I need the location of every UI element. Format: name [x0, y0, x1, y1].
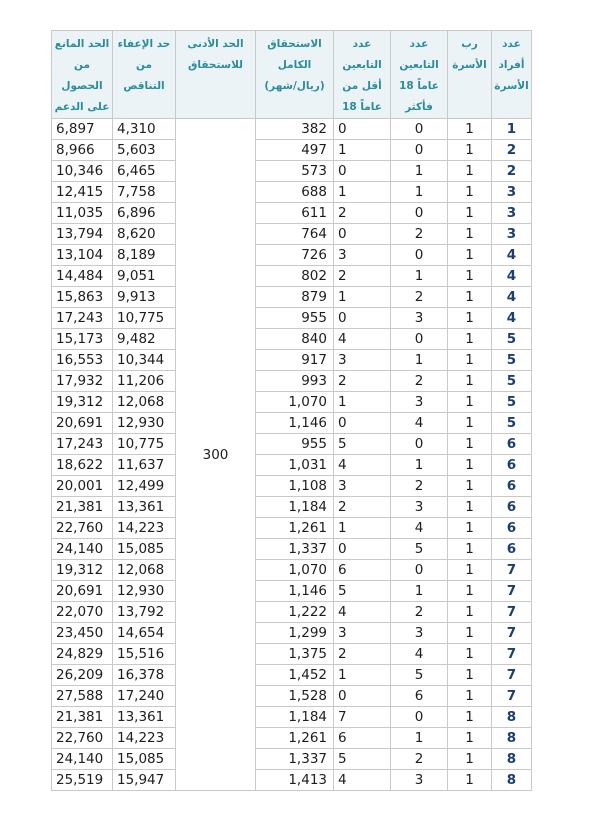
- cell-dependents-18-plus: 2: [391, 749, 448, 770]
- cell-family-members: 5: [492, 371, 532, 392]
- cell-household-head: 1: [448, 581, 492, 602]
- cell-dependents-under-18: 0: [334, 539, 391, 560]
- cell-household-head: 1: [448, 539, 492, 560]
- cell-dependents-18-plus: 0: [391, 329, 448, 350]
- cell-dependents-18-plus: 4: [391, 413, 448, 434]
- table-row: [52, 665, 532, 686]
- table-row: [52, 266, 532, 287]
- cell-exemption-limit: 10,775: [113, 434, 176, 455]
- cell-household-head: 1: [448, 413, 492, 434]
- cell-family-members: 7: [492, 560, 532, 581]
- cell-family-members: 8: [492, 749, 532, 770]
- cell-full-entitlement: 1,108: [256, 476, 334, 497]
- cell-household-head: 1: [448, 161, 492, 182]
- cell-family-members: 6: [492, 518, 532, 539]
- cell-family-members: 3: [492, 224, 532, 245]
- cell-exemption-limit: 10,775: [113, 308, 176, 329]
- cell-dependents-under-18: 4: [334, 329, 391, 350]
- table-row: [52, 119, 532, 140]
- cell-family-members: 4: [492, 287, 532, 308]
- cell-household-head: 1: [448, 182, 492, 203]
- cell-max-limit: 27,588: [52, 686, 113, 707]
- cell-household-head: 1: [448, 392, 492, 413]
- cell-dependents-under-18: 3: [334, 623, 391, 644]
- table-row: [52, 350, 532, 371]
- cell-max-limit: 21,381: [52, 497, 113, 518]
- cell-max-limit: 13,104: [52, 245, 113, 266]
- cell-max-limit: 14,484: [52, 266, 113, 287]
- table-row: [52, 203, 532, 224]
- cell-family-members: 7: [492, 686, 532, 707]
- cell-dependents-under-18: 2: [334, 203, 391, 224]
- cell-max-limit: 20,691: [52, 581, 113, 602]
- cell-dependents-under-18: 2: [334, 644, 391, 665]
- cell-exemption-limit: 16,378: [113, 665, 176, 686]
- cell-min-entitlement: 300: [176, 119, 256, 791]
- cell-exemption-limit: 9,051: [113, 266, 176, 287]
- cell-family-members: 1: [492, 119, 532, 140]
- cell-dependents-18-plus: 4: [391, 644, 448, 665]
- table-row: [52, 644, 532, 665]
- cell-max-limit: 17,243: [52, 434, 113, 455]
- cell-family-members: 7: [492, 665, 532, 686]
- cell-full-entitlement: 382: [256, 119, 334, 140]
- header-exemption-limit: حد الإعفاء من التناقص: [113, 31, 176, 119]
- cell-max-limit: 8,966: [52, 140, 113, 161]
- cell-household-head: 1: [448, 329, 492, 350]
- cell-max-limit: 13,794: [52, 224, 113, 245]
- table-body: [52, 119, 532, 791]
- cell-full-entitlement: 726: [256, 245, 334, 266]
- cell-dependents-18-plus: 1: [391, 728, 448, 749]
- cell-full-entitlement: 688: [256, 182, 334, 203]
- cell-full-entitlement: 1,299: [256, 623, 334, 644]
- cell-full-entitlement: 1,146: [256, 413, 334, 434]
- cell-dependents-under-18: 0: [334, 308, 391, 329]
- cell-exemption-limit: 8,189: [113, 245, 176, 266]
- cell-dependents-18-plus: 1: [391, 161, 448, 182]
- cell-dependents-18-plus: 3: [391, 497, 448, 518]
- cell-exemption-limit: 14,223: [113, 728, 176, 749]
- cell-dependents-18-plus: 6: [391, 686, 448, 707]
- table-row: [52, 518, 532, 539]
- cell-dependents-18-plus: 1: [391, 182, 448, 203]
- cell-household-head: 1: [448, 707, 492, 728]
- cell-family-members: 2: [492, 161, 532, 182]
- cell-exemption-limit: 12,499: [113, 476, 176, 497]
- cell-exemption-limit: 13,792: [113, 602, 176, 623]
- table-row: [52, 392, 532, 413]
- cell-dependents-under-18: 1: [334, 392, 391, 413]
- table-row: [52, 686, 532, 707]
- cell-household-head: 1: [448, 371, 492, 392]
- cell-max-limit: 12,415: [52, 182, 113, 203]
- cell-dependents-18-plus: 2: [391, 371, 448, 392]
- cell-household-head: 1: [448, 308, 492, 329]
- cell-full-entitlement: 1,375: [256, 644, 334, 665]
- support-table: [51, 30, 532, 791]
- cell-max-limit: 15,173: [52, 329, 113, 350]
- cell-full-entitlement: 1,337: [256, 539, 334, 560]
- cell-max-limit: 24,829: [52, 644, 113, 665]
- cell-exemption-limit: 15,085: [113, 539, 176, 560]
- table-row: [52, 455, 532, 476]
- cell-family-members: 8: [492, 770, 532, 791]
- cell-max-limit: 18,622: [52, 455, 113, 476]
- cell-full-entitlement: 1,337: [256, 749, 334, 770]
- support-table-container: [51, 30, 531, 791]
- cell-max-limit: 15,863: [52, 287, 113, 308]
- table-row: [52, 287, 532, 308]
- table-row: [52, 770, 532, 791]
- cell-max-limit: 26,209: [52, 665, 113, 686]
- cell-exemption-limit: 5,603: [113, 140, 176, 161]
- cell-family-members: 5: [492, 350, 532, 371]
- cell-family-members: 4: [492, 266, 532, 287]
- cell-full-entitlement: 879: [256, 287, 334, 308]
- cell-max-limit: 20,691: [52, 413, 113, 434]
- cell-full-entitlement: 802: [256, 266, 334, 287]
- cell-full-entitlement: 1,222: [256, 602, 334, 623]
- cell-max-limit: 22,760: [52, 728, 113, 749]
- table-row: [52, 434, 532, 455]
- cell-dependents-under-18: 1: [334, 665, 391, 686]
- cell-dependents-under-18: 0: [334, 224, 391, 245]
- cell-exemption-limit: 11,637: [113, 455, 176, 476]
- table-row: [52, 623, 532, 644]
- cell-dependents-18-plus: 2: [391, 602, 448, 623]
- cell-household-head: 1: [448, 602, 492, 623]
- cell-full-entitlement: 1,184: [256, 707, 334, 728]
- cell-household-head: 1: [448, 224, 492, 245]
- table-row: [52, 308, 532, 329]
- table-row: [52, 497, 532, 518]
- cell-household-head: 1: [448, 350, 492, 371]
- cell-dependents-18-plus: 1: [391, 455, 448, 476]
- table-row: [52, 329, 532, 350]
- header-full-entitlement: الاستحقاق الكامل (ريال/شهر): [256, 31, 334, 119]
- cell-max-limit: 24,140: [52, 749, 113, 770]
- cell-dependents-18-plus: 5: [391, 539, 448, 560]
- cell-household-head: 1: [448, 287, 492, 308]
- cell-household-head: 1: [448, 455, 492, 476]
- cell-dependents-18-plus: 0: [391, 203, 448, 224]
- cell-family-members: 6: [492, 539, 532, 560]
- cell-exemption-limit: 11,206: [113, 371, 176, 392]
- cell-dependents-18-plus: 0: [391, 119, 448, 140]
- cell-dependents-18-plus: 3: [391, 392, 448, 413]
- cell-full-entitlement: 1,261: [256, 518, 334, 539]
- cell-dependents-18-plus: 2: [391, 287, 448, 308]
- cell-exemption-limit: 12,930: [113, 581, 176, 602]
- header-dependents-18-plus: عدد التابعين 18 عاماً فأكثر: [391, 31, 448, 119]
- table-row: [52, 560, 532, 581]
- cell-household-head: 1: [448, 623, 492, 644]
- cell-household-head: 1: [448, 749, 492, 770]
- cell-max-limit: 19,312: [52, 560, 113, 581]
- cell-dependents-18-plus: 1: [391, 350, 448, 371]
- cell-dependents-under-18: 2: [334, 497, 391, 518]
- cell-max-limit: 19,312: [52, 392, 113, 413]
- cell-dependents-18-plus: 4: [391, 518, 448, 539]
- cell-household-head: 1: [448, 476, 492, 497]
- cell-dependents-18-plus: 0: [391, 560, 448, 581]
- cell-exemption-limit: 12,068: [113, 560, 176, 581]
- cell-household-head: 1: [448, 686, 492, 707]
- cell-exemption-limit: 7,758: [113, 182, 176, 203]
- cell-family-members: 6: [492, 497, 532, 518]
- cell-family-members: 2: [492, 140, 532, 161]
- cell-exemption-limit: 10,344: [113, 350, 176, 371]
- cell-exemption-limit: 4,310: [113, 119, 176, 140]
- cell-full-entitlement: 993: [256, 371, 334, 392]
- table-row: [52, 161, 532, 182]
- cell-dependents-18-plus: 0: [391, 245, 448, 266]
- cell-dependents-under-18: 2: [334, 266, 391, 287]
- cell-full-entitlement: 1,528: [256, 686, 334, 707]
- cell-full-entitlement: 1,413: [256, 770, 334, 791]
- cell-dependents-18-plus: 2: [391, 476, 448, 497]
- cell-family-members: 8: [492, 707, 532, 728]
- table-row: [52, 224, 532, 245]
- cell-dependents-under-18: 0: [334, 413, 391, 434]
- cell-max-limit: 6,897: [52, 119, 113, 140]
- cell-max-limit: 20,001: [52, 476, 113, 497]
- cell-household-head: 1: [448, 140, 492, 161]
- header-dependents-under-18: عدد التابعين أقل من 18 عاماً: [334, 31, 391, 119]
- cell-max-limit: 25,519: [52, 770, 113, 791]
- cell-full-entitlement: 917: [256, 350, 334, 371]
- cell-dependents-under-18: 5: [334, 749, 391, 770]
- cell-household-head: 1: [448, 203, 492, 224]
- cell-family-members: 6: [492, 476, 532, 497]
- cell-full-entitlement: 764: [256, 224, 334, 245]
- cell-full-entitlement: 955: [256, 434, 334, 455]
- cell-family-members: 4: [492, 308, 532, 329]
- cell-exemption-limit: 6,896: [113, 203, 176, 224]
- cell-family-members: 4: [492, 245, 532, 266]
- cell-household-head: 1: [448, 119, 492, 140]
- table-row: [52, 182, 532, 203]
- cell-family-members: 7: [492, 581, 532, 602]
- cell-exemption-limit: 14,654: [113, 623, 176, 644]
- cell-full-entitlement: 1,146: [256, 581, 334, 602]
- cell-full-entitlement: 955: [256, 308, 334, 329]
- cell-full-entitlement: 1,261: [256, 728, 334, 749]
- cell-dependents-18-plus: 3: [391, 770, 448, 791]
- cell-family-members: 7: [492, 602, 532, 623]
- cell-max-limit: 17,243: [52, 308, 113, 329]
- cell-household-head: 1: [448, 770, 492, 791]
- cell-family-members: 5: [492, 392, 532, 413]
- cell-dependents-under-18: 1: [334, 140, 391, 161]
- cell-dependents-18-plus: 0: [391, 140, 448, 161]
- cell-dependents-under-18: 1: [334, 287, 391, 308]
- cell-family-members: 5: [492, 329, 532, 350]
- table-row: [52, 749, 532, 770]
- cell-exemption-limit: 15,516: [113, 644, 176, 665]
- cell-family-members: 7: [492, 644, 532, 665]
- cell-dependents-under-18: 6: [334, 728, 391, 749]
- cell-household-head: 1: [448, 728, 492, 749]
- table-row: [52, 140, 532, 161]
- cell-family-members: 5: [492, 413, 532, 434]
- cell-full-entitlement: 573: [256, 161, 334, 182]
- cell-max-limit: 17,932: [52, 371, 113, 392]
- cell-exemption-limit: 6,465: [113, 161, 176, 182]
- cell-family-members: 6: [492, 455, 532, 476]
- cell-household-head: 1: [448, 560, 492, 581]
- cell-dependents-18-plus: 1: [391, 581, 448, 602]
- table-row: [52, 413, 532, 434]
- cell-max-limit: 10,346: [52, 161, 113, 182]
- cell-dependents-under-18: 3: [334, 476, 391, 497]
- cell-family-members: 3: [492, 203, 532, 224]
- cell-dependents-18-plus: 1: [391, 266, 448, 287]
- cell-family-members: 6: [492, 434, 532, 455]
- cell-dependents-18-plus: 3: [391, 623, 448, 644]
- cell-max-limit: 22,760: [52, 518, 113, 539]
- cell-household-head: 1: [448, 266, 492, 287]
- cell-full-entitlement: 1,070: [256, 560, 334, 581]
- cell-full-entitlement: 611: [256, 203, 334, 224]
- cell-exemption-limit: 8,620: [113, 224, 176, 245]
- cell-dependents-under-18: 0: [334, 161, 391, 182]
- cell-dependents-under-18: 0: [334, 119, 391, 140]
- cell-exemption-limit: 9,482: [113, 329, 176, 350]
- table-row: [52, 539, 532, 560]
- cell-full-entitlement: 1,452: [256, 665, 334, 686]
- cell-max-limit: 11,035: [52, 203, 113, 224]
- cell-dependents-under-18: 0: [334, 686, 391, 707]
- cell-dependents-under-18: 7: [334, 707, 391, 728]
- cell-family-members: 3: [492, 182, 532, 203]
- cell-full-entitlement: 1,070: [256, 392, 334, 413]
- cell-full-entitlement: 1,031: [256, 455, 334, 476]
- table-row: [52, 581, 532, 602]
- cell-dependents-18-plus: 3: [391, 308, 448, 329]
- table-row: [52, 245, 532, 266]
- table-row: [52, 728, 532, 749]
- cell-household-head: 1: [448, 497, 492, 518]
- cell-household-head: 1: [448, 245, 492, 266]
- table-row: [52, 707, 532, 728]
- cell-dependents-under-18: 3: [334, 350, 391, 371]
- cell-dependents-under-18: 3: [334, 245, 391, 266]
- cell-dependents-under-18: 1: [334, 182, 391, 203]
- cell-exemption-limit: 13,361: [113, 497, 176, 518]
- cell-max-limit: 21,381: [52, 707, 113, 728]
- cell-full-entitlement: 1,184: [256, 497, 334, 518]
- cell-exemption-limit: 15,085: [113, 749, 176, 770]
- cell-exemption-limit: 17,240: [113, 686, 176, 707]
- cell-dependents-under-18: 4: [334, 602, 391, 623]
- cell-household-head: 1: [448, 665, 492, 686]
- cell-max-limit: 16,553: [52, 350, 113, 371]
- cell-dependents-18-plus: 0: [391, 434, 448, 455]
- cell-dependents-under-18: 5: [334, 581, 391, 602]
- cell-exemption-limit: 13,361: [113, 707, 176, 728]
- header-min-entitlement: الحد الأدنى للاستحقاق: [176, 31, 256, 119]
- cell-dependents-18-plus: 0: [391, 707, 448, 728]
- cell-exemption-limit: 12,930: [113, 413, 176, 434]
- cell-dependents-under-18: 6: [334, 560, 391, 581]
- table-row: [52, 602, 532, 623]
- cell-max-limit: 22,070: [52, 602, 113, 623]
- header-max-limit: الحد المانع من الحصول على الدعم: [52, 31, 113, 119]
- cell-exemption-limit: 15,947: [113, 770, 176, 791]
- cell-exemption-limit: 9,913: [113, 287, 176, 308]
- cell-family-members: 7: [492, 623, 532, 644]
- header-family-members: عدد أفراد الأسرة: [492, 31, 532, 119]
- cell-max-limit: 24,140: [52, 539, 113, 560]
- cell-dependents-18-plus: 2: [391, 224, 448, 245]
- cell-dependents-under-18: 2: [334, 371, 391, 392]
- table-row: [52, 371, 532, 392]
- cell-dependents-under-18: 4: [334, 770, 391, 791]
- header-household-head: رب الأسرة: [448, 31, 492, 119]
- cell-max-limit: 23,450: [52, 623, 113, 644]
- cell-full-entitlement: 497: [256, 140, 334, 161]
- cell-household-head: 1: [448, 644, 492, 665]
- cell-full-entitlement: 840: [256, 329, 334, 350]
- table-row: [52, 476, 532, 497]
- cell-family-members: 8: [492, 728, 532, 749]
- header-row: [52, 31, 532, 119]
- cell-household-head: 1: [448, 434, 492, 455]
- cell-dependents-under-18: 4: [334, 455, 391, 476]
- cell-dependents-under-18: 5: [334, 434, 391, 455]
- cell-dependents-under-18: 1: [334, 518, 391, 539]
- cell-exemption-limit: 14,223: [113, 518, 176, 539]
- cell-dependents-18-plus: 5: [391, 665, 448, 686]
- cell-household-head: 1: [448, 518, 492, 539]
- cell-exemption-limit: 12,068: [113, 392, 176, 413]
